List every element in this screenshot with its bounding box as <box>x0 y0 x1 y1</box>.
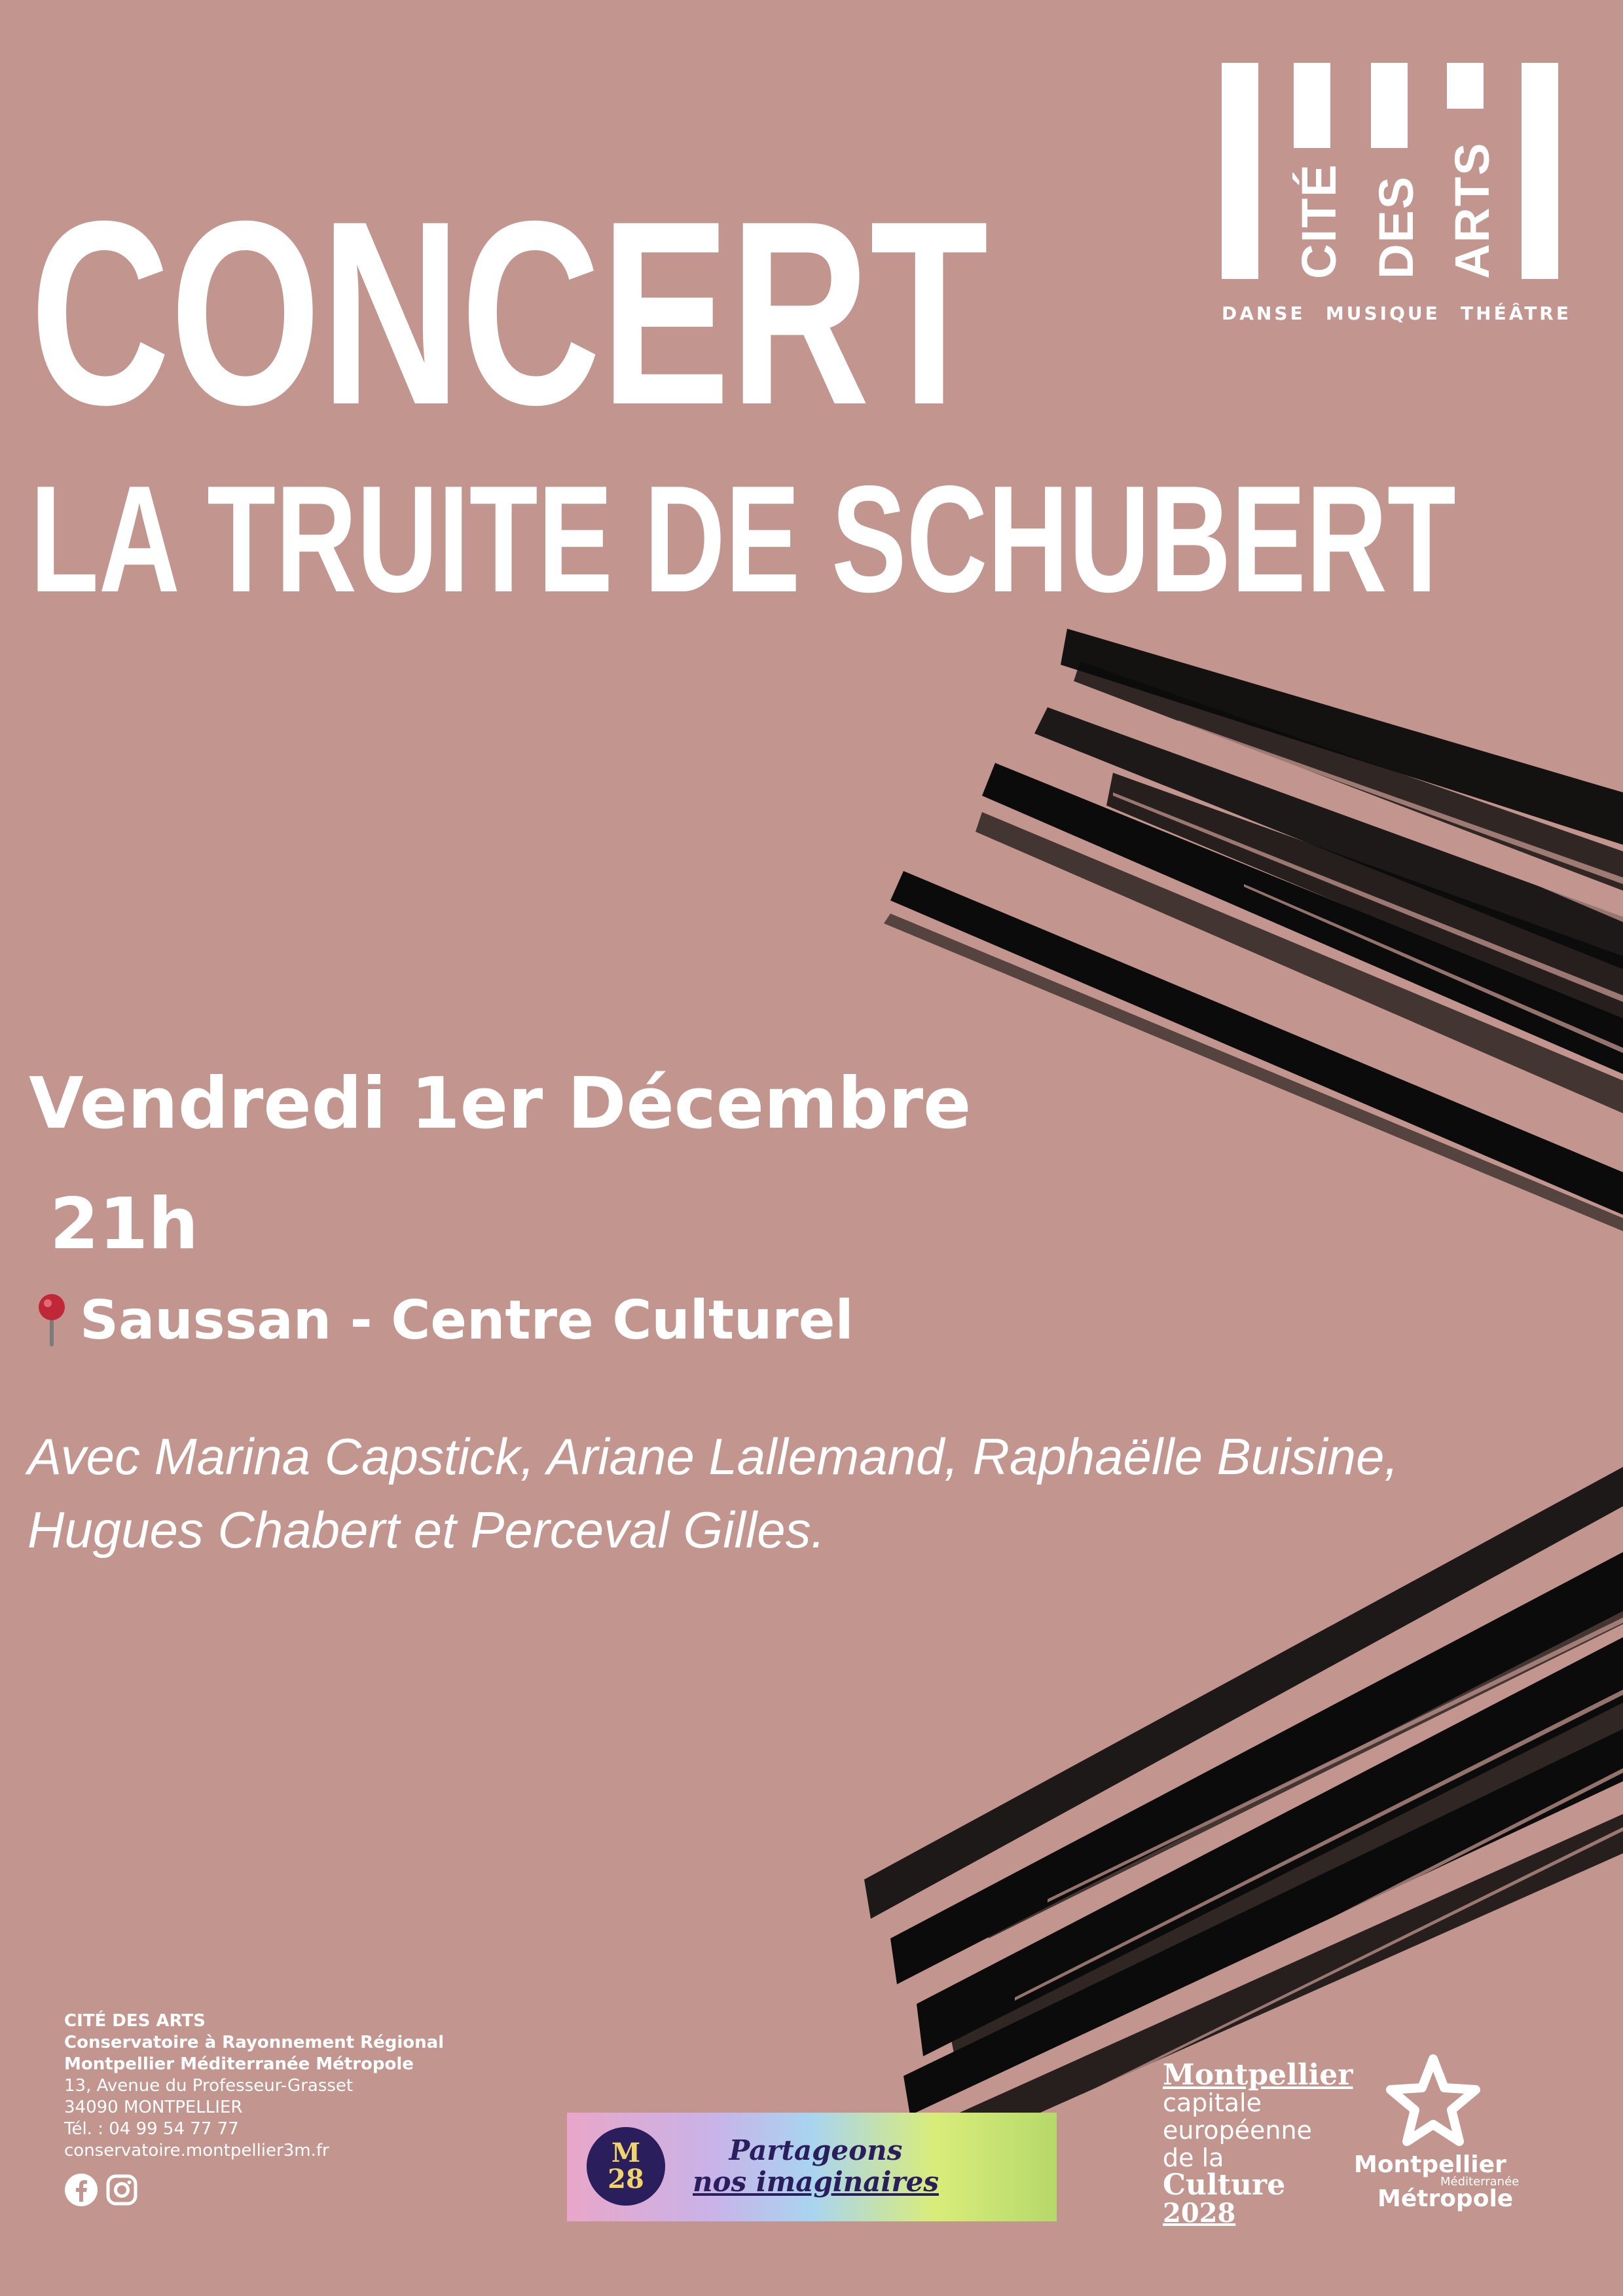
capitale-culture-logo <box>1163 2058 1353 2229</box>
performers-line-1: Avec Marina Capstick, Ariane Lallemand, Raphaëlle Buisine, <box>27 1428 1399 1485</box>
logo-bar <box>1294 63 1330 148</box>
capitale-year: 2028 <box>1163 2198 1236 2229</box>
partner-slogan-line2: nos imaginaires <box>693 2166 939 2198</box>
partner-slogan <box>678 2135 953 2198</box>
event-venue: Saussan - Centre Culturel <box>80 1289 854 1352</box>
cite-des-arts-logo <box>1222 63 1571 325</box>
capitale-line2: capitale <box>1163 2088 1262 2117</box>
capitale-line3: européenne <box>1163 2116 1312 2145</box>
star-icon <box>1384 2054 1482 2152</box>
capitale-city: Montpellier <box>1163 2058 1353 2092</box>
logo-word-arts: ARTS <box>1445 141 1499 279</box>
footer-website[interactable]: conservatoire.montpellier3m.fr <box>64 2141 329 2160</box>
metropole-sub2: Métropole <box>1377 2185 1514 2212</box>
logo-bar <box>1447 63 1484 109</box>
performers-line-2: Hugues Chabert et Perceval Gilles. <box>27 1501 826 1559</box>
metropole-name: Montpellier <box>1354 2151 1506 2178</box>
social-links <box>64 2173 139 2207</box>
logo-bar <box>1522 63 1558 279</box>
capitale-line4 <box>1163 2144 1346 2200</box>
event-time: 21h <box>50 1183 199 1265</box>
footer-address: 13, Avenue du Professeur-Grasset <box>64 2076 354 2096</box>
logo-word-des: DES <box>1369 175 1423 279</box>
pushpin-icon <box>37 1293 67 1349</box>
logo-bar <box>1222 63 1258 279</box>
logo-tagline <box>1222 303 1571 324</box>
footer-org-line3: Montpellier Méditerranée Métropole <box>64 2054 414 2074</box>
capitale-culture: Culture <box>1163 2168 1286 2202</box>
facebook-icon[interactable] <box>64 2173 98 2207</box>
event-date: Vendredi 1er Décembre <box>29 1063 972 1145</box>
metropole-logo <box>1354 2054 1550 2217</box>
page-title: CONCERT <box>30 166 989 459</box>
capitale-dela: de la <box>1163 2143 1224 2172</box>
footer-contact <box>64 2010 483 2162</box>
logo-tag-theatre: THÉÂTRE <box>1461 303 1571 324</box>
performers <box>27 1420 1586 1566</box>
logo-bar <box>1371 63 1408 148</box>
event-venue-row <box>37 1289 854 1352</box>
footer-phone: Tél. : 04 99 54 77 77 <box>64 2119 239 2139</box>
instagram-icon[interactable] <box>105 2173 139 2207</box>
logo-tag-musique: MUSIQUE <box>1325 303 1440 324</box>
metropole-sub1: Méditerranée <box>1440 2175 1520 2189</box>
m28-letter: M <box>611 2138 641 2168</box>
footer-org-line2: Conservatoire à Rayonnement Régional <box>64 2033 445 2052</box>
footer-city: 34090 MONTPELLIER <box>64 2098 243 2117</box>
page-subtitle: LA TRUITE DE SCHUBERT <box>30 454 1456 624</box>
m28-number: 28 <box>608 2164 644 2194</box>
m28-badge <box>587 2127 665 2206</box>
footer-org-name: CITÉ DES ARTS <box>64 2011 206 2031</box>
logo-word-cite: CITÉ <box>1292 163 1346 279</box>
partner-slogan-line1: Partageons <box>729 2134 903 2166</box>
logo-tag-danse: DANSE <box>1222 303 1305 324</box>
partner-banner <box>567 2113 1057 2221</box>
